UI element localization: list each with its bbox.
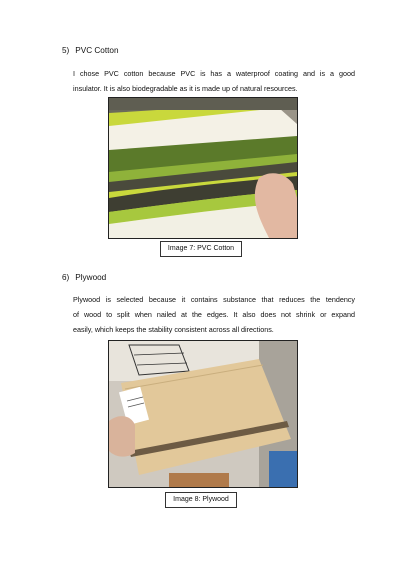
section-number: 6) <box>62 273 70 282</box>
paragraph-pvc-cotton <box>73 66 355 96</box>
paragraph-line: insulator. It is also biodegradable as it is made up of natural resources. <box>73 84 298 93</box>
section-heading-plywood <box>62 273 106 282</box>
section-heading-pvc-cotton <box>62 46 119 55</box>
plywood-board-photo <box>108 340 298 488</box>
paragraph-line: of wood to split when nailed at the edges. It also does not shrink or expand <box>73 310 355 319</box>
image-caption: Image 7: PVC Cotton <box>160 241 242 257</box>
section-number: 5) <box>62 46 70 55</box>
image-caption: Image 8: Plywood <box>165 492 237 508</box>
section-title: Plywood <box>75 273 107 282</box>
paragraph-plywood <box>73 292 355 337</box>
section-title: PVC Cotton <box>75 46 119 55</box>
paragraph-line: easily, which keeps the stability consistent across all directions. <box>73 325 274 334</box>
paragraph-line: I chose PVC cotton because PVC is has a waterproof coating and is a good <box>73 69 355 78</box>
paragraph-line: Plywood is selected because it contains substance that reduces the tendency <box>73 295 355 304</box>
pvc-cotton-fabric-photo <box>108 97 298 239</box>
